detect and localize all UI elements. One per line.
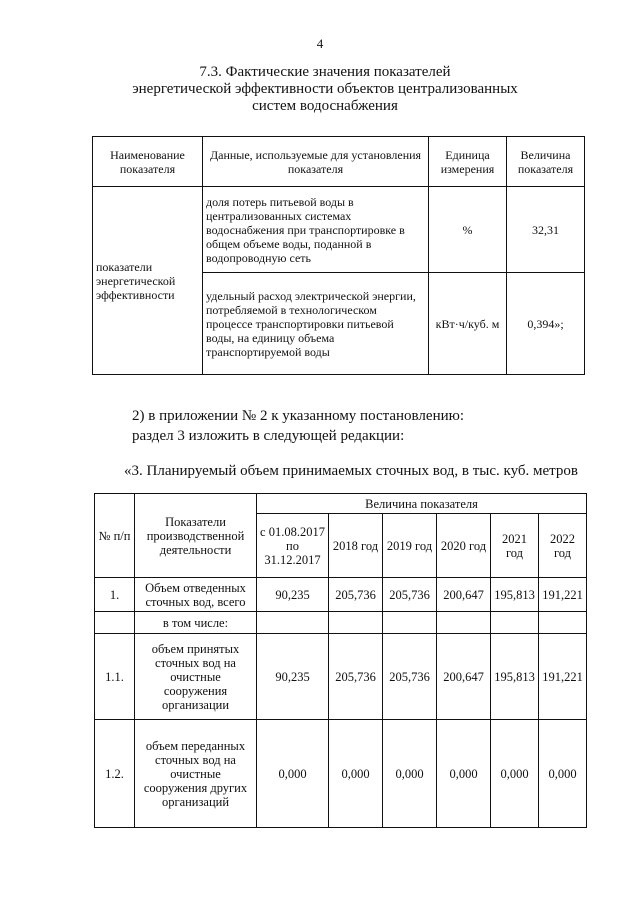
header-indicator: Показатели производственной деятельности xyxy=(135,494,257,578)
row-value: 0,000 xyxy=(329,720,383,828)
row-value: 191,221 xyxy=(539,634,587,720)
row-value: 200,647 xyxy=(437,634,491,720)
row-unit: кВт·ч/куб. м xyxy=(429,273,507,375)
row-value: 0,000 xyxy=(383,720,437,828)
header-year: 2018 год xyxy=(329,514,383,578)
row-value: 195,813 xyxy=(491,578,539,612)
header-value: Величина показателя xyxy=(507,137,585,187)
efficiency-table xyxy=(92,136,585,375)
table-header-row xyxy=(93,137,585,187)
header-value-group: Величина показателя xyxy=(257,494,587,514)
row-value: 205,736 xyxy=(329,634,383,720)
row-num: 1.1. xyxy=(95,634,135,720)
row-value xyxy=(257,612,329,634)
row-value: 205,736 xyxy=(329,578,383,612)
row-value: 90,235 xyxy=(257,578,329,612)
group-label: показатели энергетической эффективности xyxy=(93,187,203,375)
row-value: 195,813 xyxy=(491,634,539,720)
row-num: 1.2. xyxy=(95,720,135,828)
row-value: 0,000 xyxy=(437,720,491,828)
header-year: с 01.08.2017 по 31.12.2017 xyxy=(257,514,329,578)
table-row xyxy=(93,187,585,273)
row-data: удельный расход электрической энергии, потребляемой в технологическом процессе транспортировки питьевой воды, на единицу объема транспортируемой воды xyxy=(203,273,429,375)
header-year: 2021 год xyxy=(491,514,539,578)
header-data-used: Данные, используемые для установления показателя xyxy=(203,137,429,187)
header-unit: Единица измерения xyxy=(429,137,507,187)
page-number: 4 xyxy=(316,36,324,51)
row-num xyxy=(95,612,135,634)
header-year: 2020 год xyxy=(437,514,491,578)
section-title-line2: энергетической эффективности объектов централизованных xyxy=(132,81,518,97)
table-row xyxy=(95,720,587,828)
section-title xyxy=(90,64,560,115)
row-value: 191,221 xyxy=(539,578,587,612)
table-row xyxy=(95,578,587,612)
header-indicator-name: Наименование показателя xyxy=(93,137,203,187)
paragraph-line1: 2) в приложении № 2 к указанному постановлению: xyxy=(132,408,464,424)
header-year: 2022 год xyxy=(539,514,587,578)
row-value: 0,000 xyxy=(539,720,587,828)
row-label: Объем отведенных сточных вод, всего xyxy=(135,578,257,612)
row-value: 0,000 xyxy=(257,720,329,828)
row-value xyxy=(539,612,587,634)
table-row xyxy=(95,634,587,720)
row-value: 200,647 xyxy=(437,578,491,612)
row-value: 0,000 xyxy=(491,720,539,828)
row-value: 90,235 xyxy=(257,634,329,720)
row-value: 205,736 xyxy=(383,578,437,612)
row-value: 0,394»; xyxy=(507,273,585,375)
table-header-row xyxy=(95,494,587,514)
section-title-line1: 7.3. Фактические значения показателей xyxy=(199,64,451,80)
row-data: доля потерь питьевой воды в централизованных системах водоснабжения при транспортировке в общем объеме воды, поданной в водопроводную сеть xyxy=(203,187,429,273)
section-title-line3: систем водоснабжения xyxy=(252,98,398,114)
row-num: 1. xyxy=(95,578,135,612)
row-unit: % xyxy=(429,187,507,273)
paragraph-line2: раздел 3 изложить в следующей редакции: xyxy=(132,428,405,444)
paragraph-line3: «3. Планируемый объем принимаемых сточных вод, в тыс. куб. метров xyxy=(124,463,578,479)
header-year: 2019 год xyxy=(383,514,437,578)
wastewater-table xyxy=(94,493,587,828)
table-row xyxy=(95,612,587,634)
row-label: в том числе: xyxy=(135,612,257,634)
row-value: 205,736 xyxy=(383,634,437,720)
row-label: объем переданных сточных вод на очистные сооружения других организаций xyxy=(135,720,257,828)
header-num: № п/п xyxy=(95,494,135,578)
row-value xyxy=(329,612,383,634)
row-value xyxy=(383,612,437,634)
row-label: объем принятых сточных вод на очистные сооружения организации xyxy=(135,634,257,720)
row-value xyxy=(437,612,491,634)
row-value: 32,31 xyxy=(507,187,585,273)
row-value xyxy=(491,612,539,634)
